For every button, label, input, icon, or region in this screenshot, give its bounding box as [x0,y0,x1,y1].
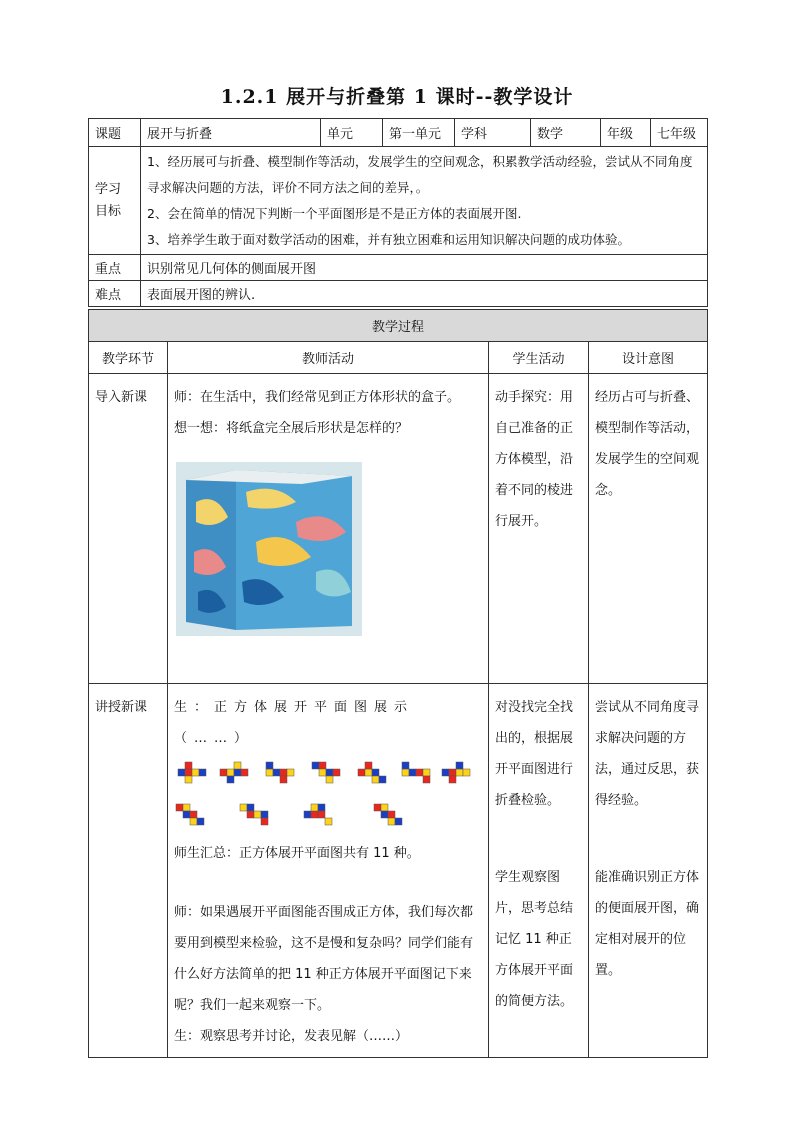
net-square [227,769,234,776]
summary-text: 师生汇总：正方体展开平面图共有 11 种。 [174,846,420,861]
cube-nets-illustration [174,758,474,838]
net-square [326,769,333,776]
net-square [423,769,430,776]
grade-value: 七年级 [651,119,708,147]
net-square [190,818,197,825]
net-square [311,804,318,811]
intro-teacher-line: 想一想：将纸盒完全展后形状是怎样的？ [174,421,409,436]
cube-nets-figure [174,758,482,838]
cube-box-illustration [176,462,362,636]
net-square [416,769,423,776]
lecture-student-1: 对没找完全找出的，根据展开平面图进行折叠检验。 [495,700,574,808]
net-square [442,769,449,776]
grade-label: 年级 [601,119,651,147]
net-square [372,769,379,776]
net-square [287,769,294,776]
intro-stage: 导入新课 [89,374,168,684]
net-square [319,762,326,769]
net-square [234,762,241,769]
net-square [266,769,273,776]
net-square [261,818,268,825]
net-square [280,769,287,776]
net-square [395,818,402,825]
cube-box-image [176,462,362,636]
goals-label: 学习 目标 [89,147,141,255]
intro-teacher-line: 师：在生活中，我们经常见到正方体形状的盒子。 [174,390,461,405]
topic-label: 课题 [89,119,141,147]
net-square [220,769,227,776]
col-teacher: 教师活动 [168,342,489,374]
net-square [423,776,430,783]
net-square [365,769,372,776]
net-square [381,811,388,818]
lecture-intent [589,684,708,1058]
unit-label: 单元 [321,119,383,147]
net-square [183,804,190,811]
net-square [365,762,372,769]
net-square [254,811,261,818]
key-point-label: 重点 [89,255,141,281]
net-square [388,811,395,818]
lecture-stage: 讲授新课 [89,684,168,1058]
lecture-intent-1: 尝试从不同角度寻求解决问题的方法，通过反思，获得经验。 [595,700,700,808]
net-square [190,811,197,818]
lecture-student [489,684,589,1058]
unit-value: 第一单元 [383,119,455,147]
col-stage: 教学环节 [89,342,168,374]
goal-item: 3、培养学生敢于面对数学活动的困难，并有独立困难和运用知识解决问题的成功体验。 [147,231,630,247]
net-square [185,762,192,769]
net-square [247,811,254,818]
net-square [197,818,204,825]
net-square [227,776,234,783]
net-square [199,769,206,776]
lecture-student-2: 学生观察图片，思考总结记忆 11 种正方体展开平面的简便方法。 [495,870,574,1009]
net-square [326,776,333,783]
net-square [261,811,268,818]
net-square [311,811,318,818]
subject-value: 数学 [531,119,601,147]
goals-content [141,147,708,255]
net-square [325,818,332,825]
net-square [402,762,409,769]
intro-student: 动手探究：用自己准备的正方体模型，沿着不同的棱进行展开。 [489,374,589,684]
net-square [456,769,463,776]
net-square [402,769,409,776]
col-student: 学生活动 [489,342,589,374]
net-square [318,804,325,811]
net-square [234,769,241,776]
net-square [372,776,379,783]
net-square [185,776,192,783]
question-text: 师：如果遇展开平面图能否围成正方体，我们每次都要用到模型来检验，这不是慢和复杂吗？同学们能有什么好方法简单的把 11 种正方体展开平面图记下来呢？我们一起来观察一下。 [174,905,474,1013]
lecture-teacher [168,684,489,1058]
net-square [449,769,456,776]
lecture-intent-2: 能准确识别正方体的便面展开图，确定相对展开的位置。 [595,870,700,978]
nets-show-text: 生：正方体展开平面图展示（……） [174,700,415,746]
page-title: 1.2.1 展开与折叠第 1 课时--教学设计 [220,86,574,108]
net-square [178,769,185,776]
net-square [379,776,386,783]
net-square [192,769,199,776]
col-intent: 设计意图 [589,342,708,374]
net-square [374,804,381,811]
net-square [319,769,326,776]
intro-teacher [168,374,489,684]
net-square [409,769,416,776]
net-square [176,804,183,811]
process-header: 教学过程 [89,310,708,342]
net-square [241,769,248,776]
net-square [388,818,395,825]
net-square [381,804,388,811]
key-point-value: 识别常见几何体的侧面展开图 [141,255,708,281]
subject-label: 学科 [455,119,531,147]
net-square [280,776,287,783]
net-square [247,804,254,811]
net-square [333,769,340,776]
net-square [183,811,190,818]
answer-text: 生：观察思考并讨论，发表见解（……） [174,1029,409,1044]
difficulty-label: 难点 [89,281,141,307]
intro-intent: 经历占可与折叠、模型制作等活动，发展学生的空间观念。 [589,374,708,684]
topic-value: 展开与折叠 [141,119,321,147]
net-square [273,769,280,776]
net-square [312,762,319,769]
net-square [240,804,247,811]
info-table [88,118,708,307]
net-square [304,811,311,818]
net-square [358,769,365,776]
goal-item: 1、经历展可与折叠、模型制作等活动，发展学生的空间观念，积累教学活动经验，尝试从不同角度寻求解决问题的方法，评价不同方法之间的差异，。 [147,153,693,195]
net-square [185,769,192,776]
net-square [463,769,470,776]
net-square [318,811,325,818]
net-square [449,776,456,783]
process-table [88,309,708,1058]
difficulty-value: 表面展开图的辨认. [141,281,708,307]
goal-item: 2、会在简单的情况下判断一个平面图形是不是正方体的表面展开图. [147,205,522,221]
net-square [456,762,463,769]
net-square [266,762,273,769]
